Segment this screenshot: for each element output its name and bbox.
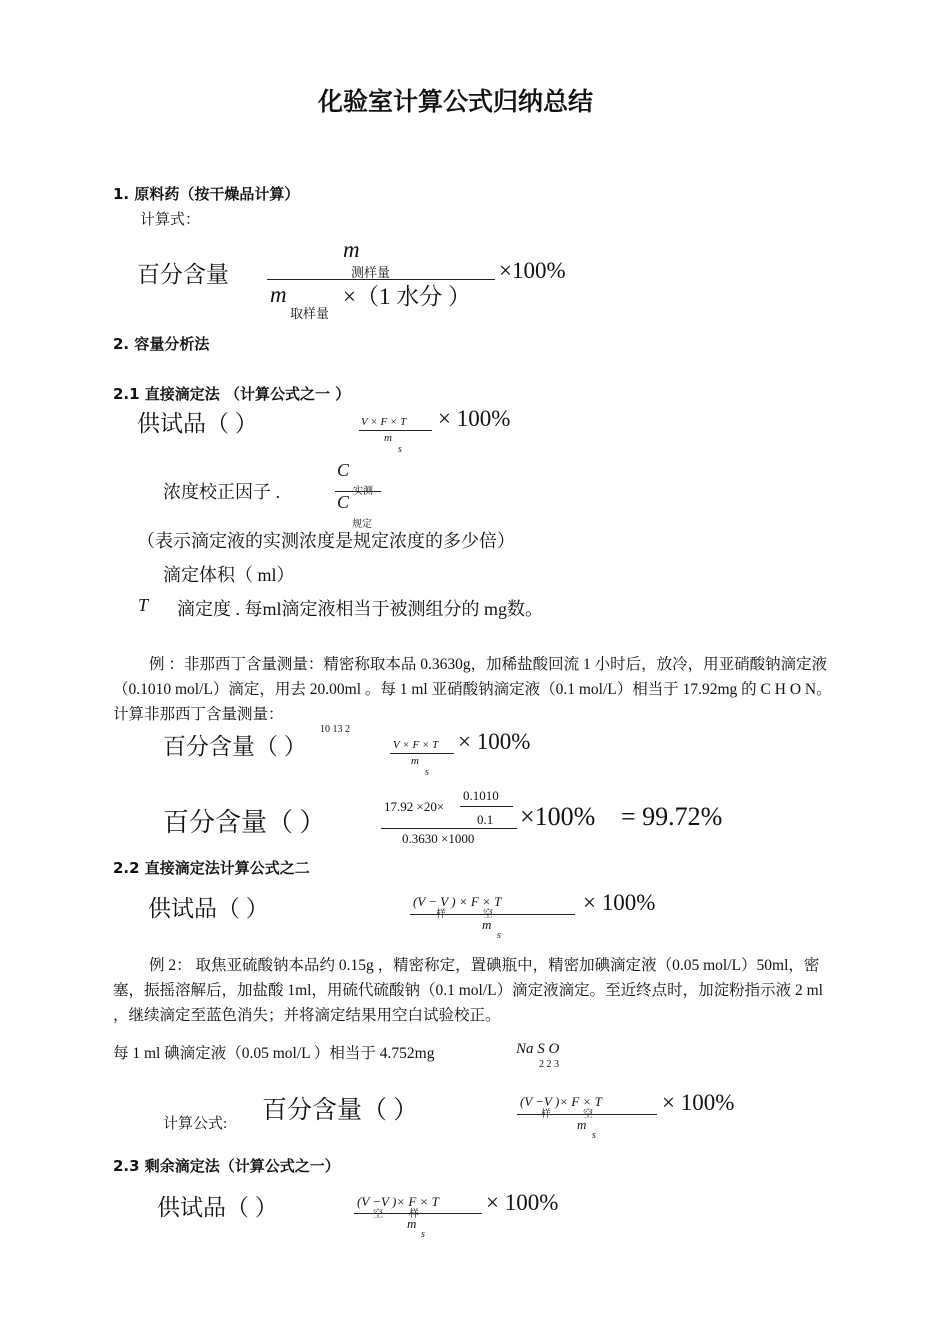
chemical-subscripts: 2 2 3: [539, 1059, 559, 1070]
multiplier: × 100%: [458, 729, 531, 754]
section-2-3-heading: 2.3 剩余滴定法（计算公式之一）: [113, 1157, 340, 1175]
factor-denominator: C: [337, 492, 350, 512]
formula-subscripts: 10 13 2: [320, 724, 350, 735]
numerator-sub-blank: 空: [373, 1209, 383, 1220]
numerator: V × F × T: [361, 416, 407, 428]
denominator-var: m: [270, 282, 287, 307]
denominator-subscript: 取样量: [290, 306, 330, 321]
denominator: m: [411, 755, 419, 767]
result: = 99.72%: [621, 802, 723, 831]
inner-numerator: 0.1010: [463, 788, 499, 803]
section-1-heading: 1. 原料药（按干燥品计算）: [113, 185, 300, 203]
fraction-bar: [354, 1213, 482, 1214]
numerator: (V −V )× F × T: [357, 1194, 439, 1209]
multiplier: × 100%: [486, 1190, 559, 1215]
denominator: m: [407, 1216, 417, 1231]
fraction-bar: [517, 1114, 657, 1115]
page-title: 化验室计算公式归纳总结: [318, 87, 594, 116]
formula-lhs: 百分含量（ ）: [262, 1097, 419, 1124]
multiplier: × 100%: [662, 1090, 735, 1115]
numerator: (V −V )× F × T: [520, 1094, 602, 1109]
multiplier: ×100%: [520, 802, 596, 831]
factor-label: 浓度校正因子 .: [163, 482, 280, 502]
multiplier: ×100%: [499, 258, 566, 283]
fraction-bar: [390, 753, 454, 754]
factor-numerator-sub: 实测: [353, 486, 373, 497]
section-2-2-heading: 2.2 直接滴定法计算公式之二: [113, 859, 310, 877]
factor-note: （表示滴定液的实测浓度是规定浓度的多少倍）: [137, 531, 515, 551]
fraction-bar: [359, 430, 432, 431]
denominator-subscript: s: [421, 1229, 425, 1240]
denominator-subscript: s: [425, 767, 429, 778]
numerator: (V − V ) × F × T: [413, 894, 502, 909]
denominator-subscript: s: [398, 444, 402, 455]
numerator-var: m: [343, 237, 360, 262]
section-2-1-heading: 2.1 直接滴定法 （计算公式之一 ）: [113, 385, 351, 403]
formula-lhs: 百分含量: [137, 262, 229, 287]
section-2-heading: 2. 容量分析法: [113, 335, 210, 353]
formula-lhs: 供试品（ ）: [157, 1195, 278, 1220]
chemical-formula: Na S O: [516, 1041, 560, 1057]
titer-label: 滴定度 . 每ml滴定液相当于被测组分的 mg数。: [177, 599, 544, 619]
denominator: m: [384, 432, 392, 444]
numerator: V × F × T: [393, 739, 439, 751]
denominator: m: [577, 1117, 587, 1132]
volume-label: 滴定体积（ ml）: [163, 565, 295, 585]
titer-variable: T: [138, 595, 149, 615]
example-2-last-line: 每 1 ml 碘滴定液（0.05 mol/L ）相当于 4.752mg: [113, 1045, 435, 1062]
numerator-sub-blank: 空: [583, 1109, 593, 1120]
multiplier: × 100%: [438, 406, 511, 431]
formula-lhs: 供试品（ ）: [148, 896, 269, 921]
example-1: 例 ：非那西丁含量测量：精密称取本品 0.3630g，加稀盐酸回流 1 小时后，放冷，用亚硝酸钠滴定液（0.1010 mol/L）滴定，用去 20.00ml 。每 1 ml 亚硝酸钠滴定液（0.1 mol/L）相当于 17.92mg 的 C H O N。计算非那西丁含量测量：: [113, 656, 832, 723]
numerator-sub-blank: 空: [483, 909, 493, 920]
numerator-part: 17.92 ×20×: [384, 799, 445, 814]
calc-label: 计算公式:: [163, 1116, 228, 1132]
formula-lhs: 百分含量（ ）: [163, 734, 307, 759]
factor-numerator: C: [337, 460, 350, 480]
denominator: 0.3630 ×1000: [402, 831, 475, 846]
numerator-sub-sample: 样: [436, 909, 446, 920]
example-2: 例 2： 取焦亚硫酸钠本品约 0.15g ，精密称定，置碘瓶中，精密加碘滴定液（0.05 mol/L）50ml，密塞，振摇溶解后，加盐酸 1ml，用硫代硫酸钠（0.1 mol/L）滴定液滴定。至近终点时，加淀粉指示液 2 ml ，继续滴定至蓝色消失；并将滴定结果用空白试验校正。: [113, 957, 823, 1024]
formula-lhs: 供试品（ ）: [137, 411, 258, 436]
numerator-subscript: 测样量: [351, 265, 391, 280]
inner-denominator: 0.1: [477, 812, 494, 827]
fraction-bar: [381, 828, 517, 829]
section-1-subheading: 计算式：: [140, 210, 201, 228]
factor-denominator-sub: 规定: [352, 519, 372, 530]
denominator-paren: ×（1 水分 ）: [343, 284, 471, 309]
denominator-subscript: s: [592, 1130, 596, 1141]
denominator-subscript: s: [497, 930, 501, 941]
denominator: m: [482, 917, 492, 932]
fraction-bar: [410, 914, 575, 915]
numerator-sub-sample: 样: [541, 1109, 551, 1120]
inner-fraction-bar: [460, 806, 513, 807]
formula-lhs: 百分含量（ ）: [163, 808, 326, 837]
numerator-sub-sample: 样: [409, 1209, 419, 1220]
multiplier: × 100%: [583, 890, 656, 915]
